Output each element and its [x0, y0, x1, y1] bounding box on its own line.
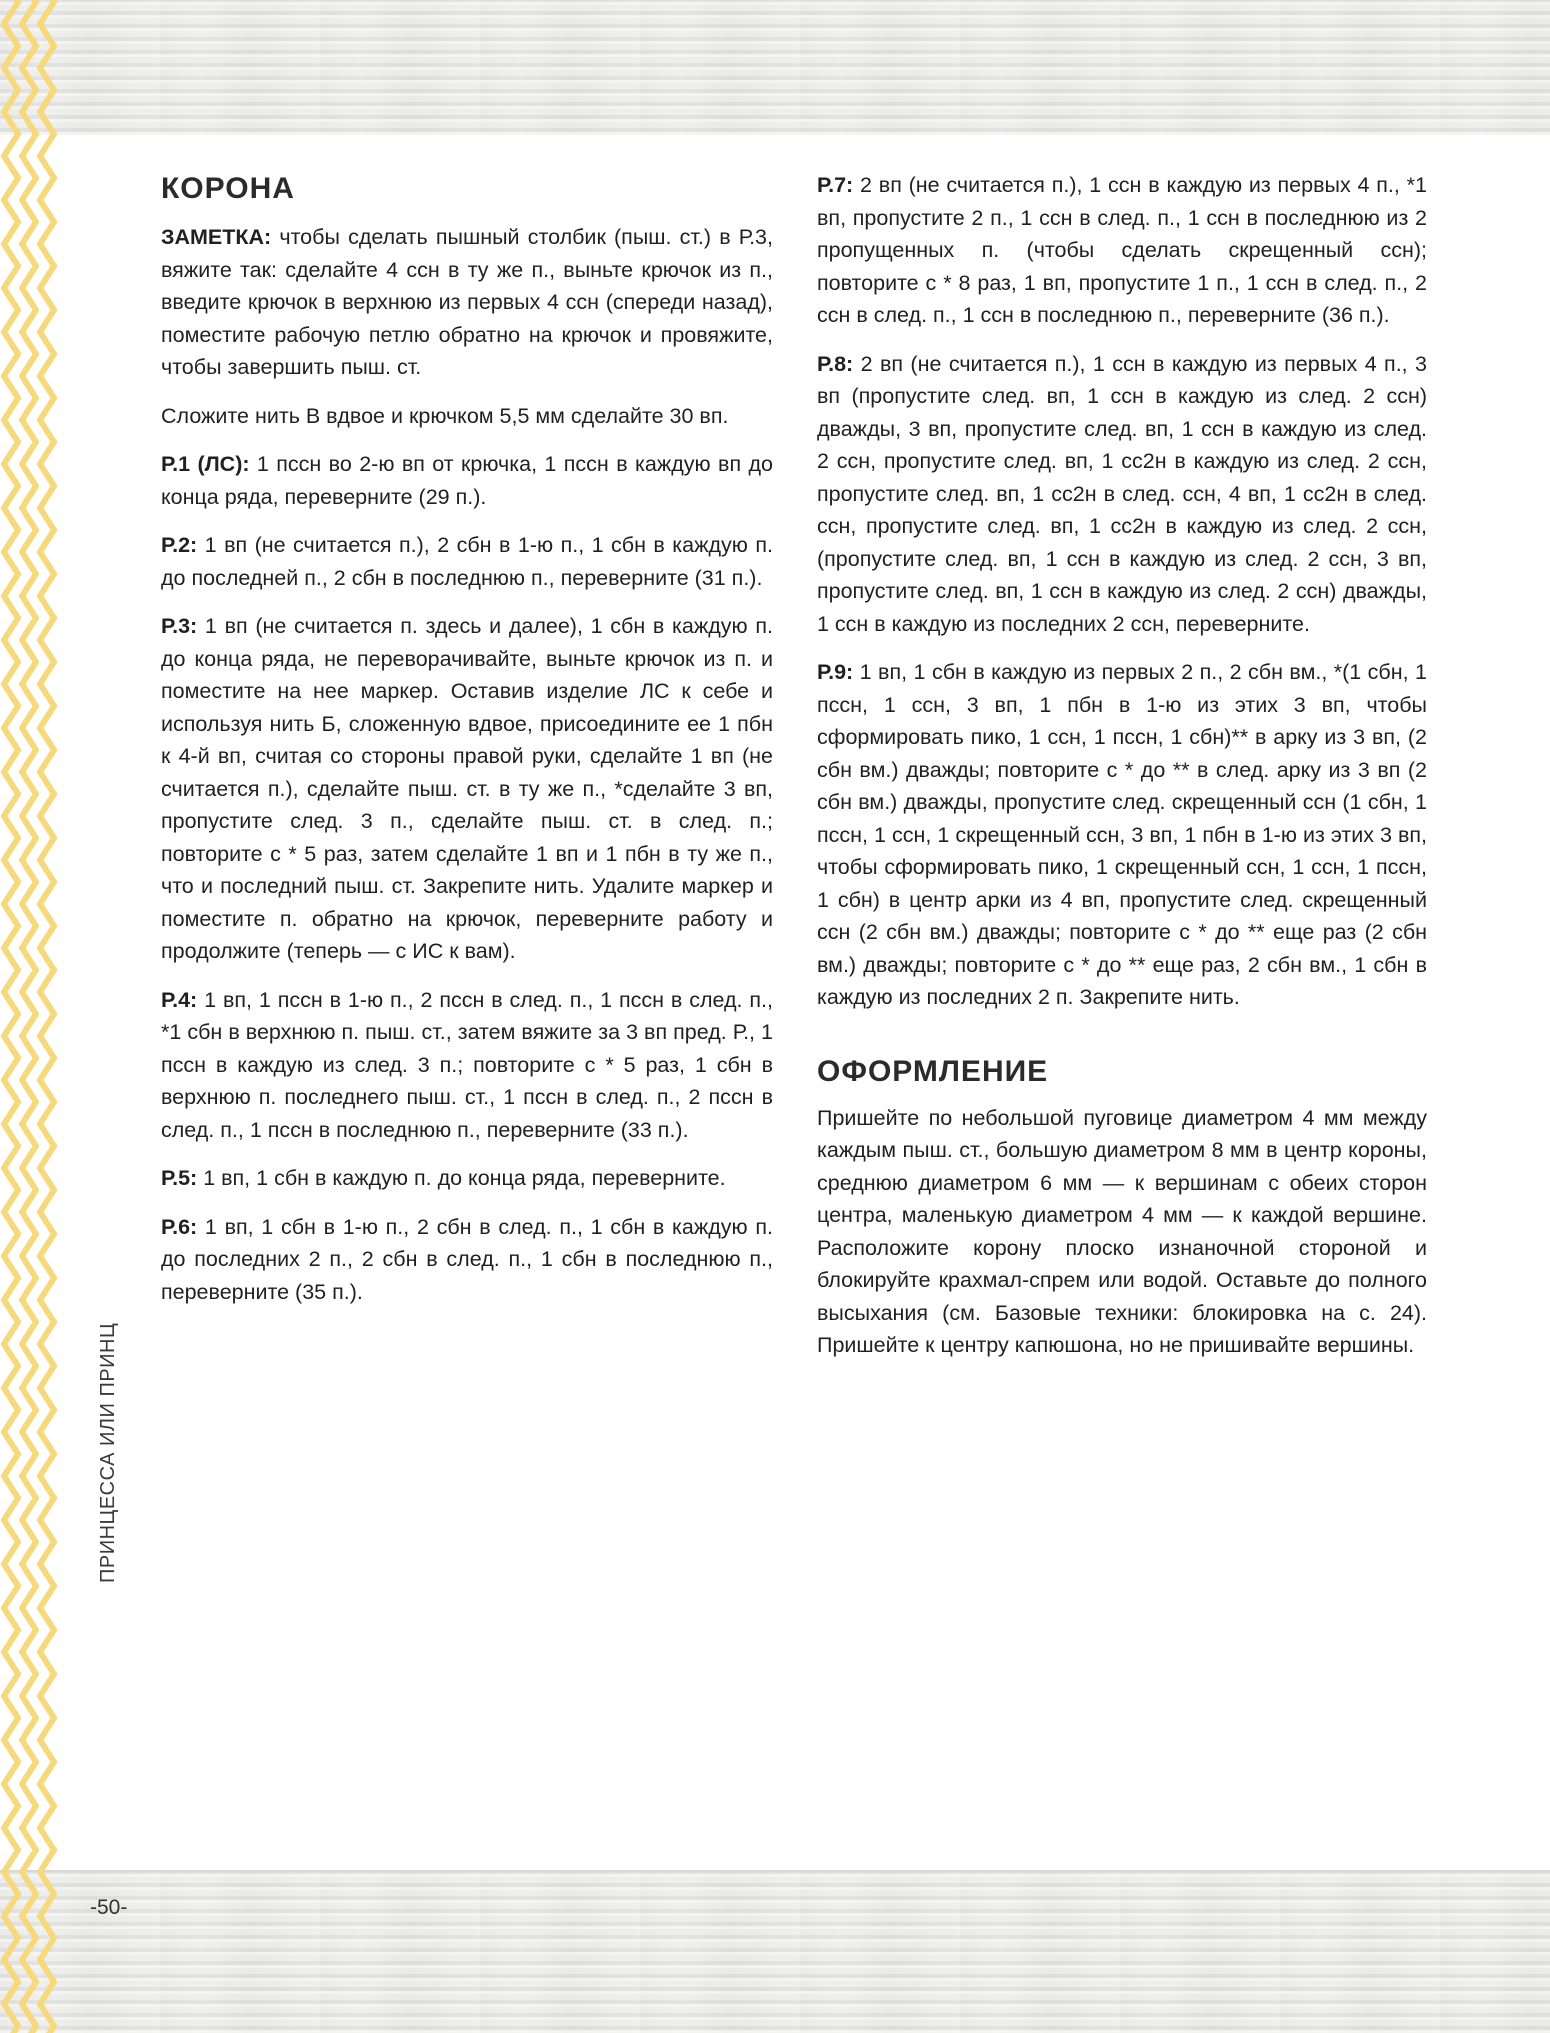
row-paragraph [817, 169, 1427, 332]
row-text: 2 вп (не считается п.), 1 ссн в каждую из первых 4 п., 3 вп (пропустите след. вп, 1 ссн в каждую из след. 2 ссн) дважды, 3 вп, пропустите след. вп, 1 ссн в каждую из след. 2 ссн, пропустите след. вп, 1 сс2н в каждую из след. 2 ссн, пропустите след. вп, 1 сс2н в след. ссн, 4 вп, 1 сс2н в след. ссн, пропустите след. вп, 1 сс2н в каждую из след. 2 ссн, (пропустите след. вп, 1 ссн в каждую из след. 2 ссн, 3 вп, пропустите след. вп, 1 ссн в каждую из след. 2 ссн) дважды, 1 ссн в каждую из последних 2 ссн, переверните. [817, 351, 1427, 636]
background-wood-bottom [0, 1870, 1550, 2033]
row-text: 1 вп, 1 пссн в 1-ю п., 2 пссн в след. п., 1 пссн в след. п., *1 сбн в верхнюю п. пыш. ст., затем вяжите за 3 вп пред. Р., 1 пссн в каждую из след. 3 п.; повторите с * 5 раз, 1 сбн в верхнюю п. последнего пыш. ст., 1 пссн в след. п., 2 пссн в след. п., 1 пссн в последнюю п., переверните (33 п.). [161, 987, 773, 1142]
row-paragraph [817, 656, 1427, 1014]
note-paragraph [161, 221, 773, 384]
running-title-text: ПРИНЦЕССА ИЛИ ПРИНЦ [97, 1322, 119, 1583]
row-paragraph [817, 348, 1427, 641]
finishing-paragraph: Пришейте по небольшой пуговице диаметром 4 мм между каждым пыш. ст., большую диаметром 8 мм в центр короны, среднюю диаметром 6 мм — к вершинам с обеих сторон центра, маленькую диаметром 4 мм — к каждой вершине. Расположите корону плоско изнаночной стороной и блокируйте крахмал-спрем или водой. Оставьте до полного высыхания (см. Базовые техники: блокировка на с. 24). Пришейте к центру капюшона, но не пришивайте вершины. [817, 1105, 1427, 1357]
page-number: -50- [90, 1896, 128, 1919]
row-label: Р.7: [817, 173, 854, 197]
zigzag-ribbon-decoration [0, 0, 58, 2033]
intro-paragraph: Сложите нить В вдвое и крючком 5,5 мм сделайте 30 вп. [161, 403, 729, 428]
row-text: 1 вп, 1 сбн в 1-ю п., 2 сбн в след. п., 1 сбн в каждую п. до последних 2 п., 2 сбн в след. п., 1 сбн в последнюю п., переверните (35 п.). [161, 1214, 773, 1304]
right-column [817, 169, 1427, 1378]
zigzag-line [4, 0, 18, 2033]
row-paragraph [161, 984, 773, 1147]
row-label: Р.4: [161, 987, 198, 1012]
row-text: 1 вп, 1 сбн в каждую п. до конца ряда, переверните. [197, 1166, 726, 1190]
note-text: чтобы сделать пышный столбик (пыш. ст.) в Р.3, вяжите так: сделайте 4 ссн в ту же п., выньте крючок из п., введите крючок в верхнюю из первых 4 ссн (спереди назад), поместите рабочую петлю обратно на крючок и провяжите, чтобы завершить пыш. ст. [161, 225, 773, 379]
note-label: ЗАМЕТКА: [161, 225, 272, 249]
row-label: Р.2: [161, 533, 198, 557]
row-text: 1 вп, 1 сбн в каждую из первых 2 п., 2 сбн вм., *(1 сбн, 1 пссн, 1 ссн, 3 вп, 1 пбн в 1-ю из этих 3 вп, чтобы сформировать пико, 1 ссн, 1 пссн, 1 сбн)** в арку из 3 вп, (2 сбн вм.) дважды; повторите с * до ** в след. арку из 3 вп (2 сбн вм.) дважды, пропустите след. скрещенный ссн (1 сбн, 1 пссн, 1 ссн, 1 скрещенный ссн, 3 вп, 1 пбн в 1-ю из этих 3 вп, чтобы сформировать пико, 1 скрещенный ссн, 1 ссн, 1 пссн, 1 сбн) в центр арки из 4 вп, пропустите след. скрещенный ссн (2 сбн вм.) дважды; повторите с * до ** еще раз (2 сбн вм.) дважды; повторите с * до ** еще раз, 2 сбн вм., 1 сбн в каждую из последних 2 п. Закрепите нить. [817, 660, 1427, 1009]
row-label: Р.5: [161, 1166, 198, 1190]
row-paragraph [161, 529, 773, 594]
row-label: Р.9: [817, 660, 854, 684]
zigzag-line [40, 0, 54, 2033]
background-wood-top [0, 0, 1550, 135]
left-column [161, 160, 773, 1324]
row-label: Р.3: [161, 614, 198, 638]
row-label: Р.6: [161, 1214, 198, 1239]
row-label: Р.1 (ЛС): [161, 452, 250, 476]
row-label: Р.8: [817, 351, 854, 376]
row-text: 1 вп (не считается п. здесь и далее), 1 сбн в каждую п. до конца ряда, не переворачивайте, выньте крючок из п. и поместите на нее маркер. Оставив изделие ЛС к себе и используя нить Б, сложенную вдвое, присоедините ее 1 пбн к 4-й вп, считая со стороны правой руки, сделайте 1 вп (не считается п.), сделайте пыш. ст. в ту же п., *сделайте 3 вп, пропустите след. 3 п., сделайте пыш. ст. в след. п.; повторите с * 5 раз, затем сделайте 1 вп и 1 пбн в ту же п., что и последний пыш. ст. Закрепите нить. Удалите маркер и поместите п. обратно на крючок, переверните работу и продолжите (теперь — с ИС к вам). [161, 614, 773, 963]
crown-heading: КОРОНА [161, 172, 295, 205]
row-paragraph [161, 610, 773, 968]
row-text: 1 пссн во 2-ю вп от крючка, 1 пссн в каждую вп до конца ряда, переверните (29 п.). [161, 452, 773, 509]
row-text: 2 вп (не считается п.), 1 ссн в каждую из первых 4 п., *1 вп, пропустите 2 п., 1 ссн в след. п., 1 ссн в последнюю из 2 пропущенных п. (чтобы сделать скрещенный ссн); повторите с * 8 раз, 1 вп, пропустите 1 п., 1 ссн в след. п., 2 ссн в след. п., 1 ссн в последнюю п., переверните (36 п.). [817, 173, 1427, 327]
finishing-heading: ОФОРМЛЕНИЕ [817, 1054, 1049, 1088]
row-paragraph [161, 448, 773, 513]
row-paragraph [161, 1162, 773, 1195]
row-paragraph [161, 1211, 773, 1309]
zigzag-line [22, 0, 36, 2033]
row-text: 1 вп (не считается п.), 2 сбн в 1-ю п., 1 сбн в каждую п. до последней п., 2 сбн в последнюю п., переверните (31 п.). [161, 533, 773, 590]
